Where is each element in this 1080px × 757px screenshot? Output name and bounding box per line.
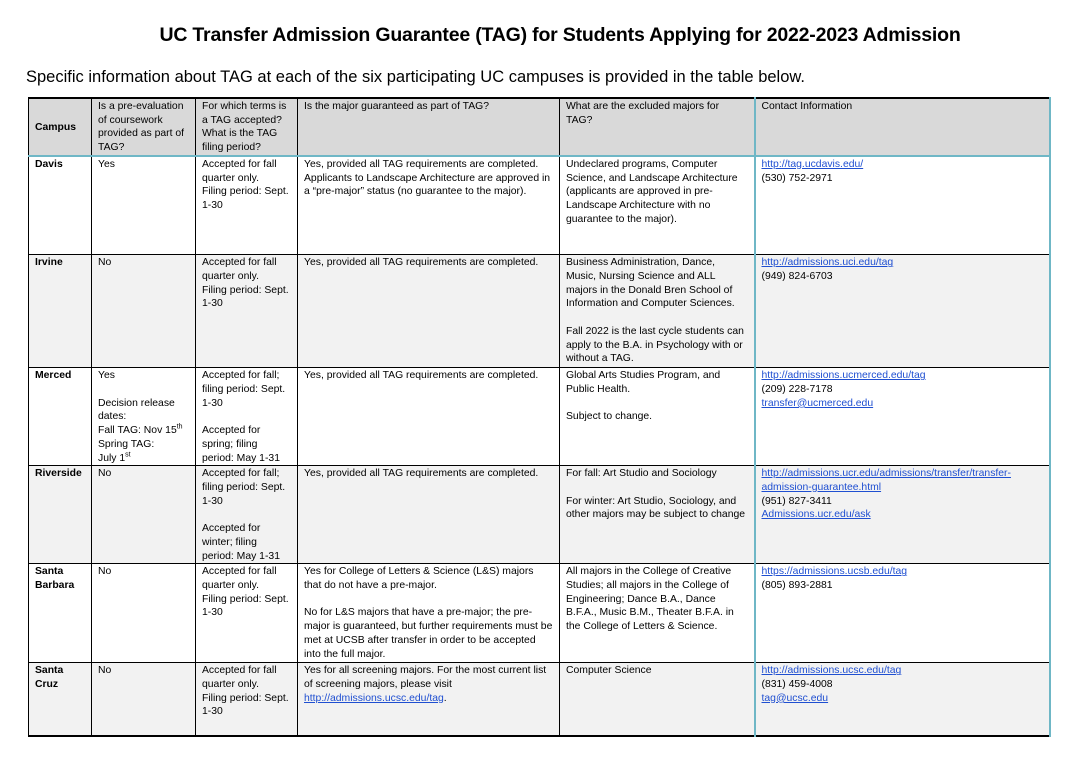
preeval-cell: No	[92, 466, 196, 564]
table-row-merced	[29, 368, 1050, 466]
contact-website-link[interactable]: https://admissions.ucsb.edu/tag	[761, 566, 908, 578]
preeval-cell: Yes Decision release dates: Fall TAG: Nov 15th Spring TAG: July 1st	[92, 368, 196, 466]
table-row-irvine	[29, 255, 1050, 368]
contact-website-link[interactable]: http://admissions.ucsc.edu/tag	[761, 665, 902, 677]
major-cell: Yes, provided all TAG requirements are completed.	[298, 466, 560, 564]
contact-cell	[755, 156, 1050, 255]
contact-email-link[interactable]: transfer@ucmerced.edu	[761, 397, 874, 409]
header-campus: Campus	[29, 98, 92, 156]
preeval-cell: No	[92, 663, 196, 736]
intro-text: Specific information about TAG at each of the six participating UC campuses is provided in the table below.	[26, 68, 805, 86]
contact-ask-link[interactable]: Admissions.ucr.edu/ask	[761, 509, 871, 521]
major-cell: Yes for all screening majors. For the most current list of screening majors, please visit http://admissions.ucsc.edu/tag.	[298, 663, 560, 736]
screening-majors-link[interactable]: http://admissions.ucsc.edu/tag	[304, 692, 444, 704]
contact-website-link[interactable]: http://tag.ucdavis.edu/	[761, 158, 864, 170]
excluded-cell: Business Administration, Dance, Music, Nursing Science and ALL majors in the Donald Bren School of Information and Computer Sciences. Fall 2022 is the last cycle students can apply to the B.A. in Psychology with or without a TAG.	[560, 255, 755, 368]
campus-cell: Santa Barbara	[29, 564, 92, 663]
campus-cell: Irvine	[29, 255, 92, 368]
contact-website-link[interactable]: http://admissions.ucr.edu/admissions/transfer/transfer-admission-guarantee.html	[761, 468, 1011, 494]
document-title: UC Transfer Admission Guarantee (TAG) for Students Applying for 2022-2023 Admission	[159, 24, 961, 46]
major-cell: Yes, provided all TAG requirements are completed.	[298, 368, 560, 466]
campus-cell: Merced	[29, 368, 92, 466]
terms-cell: Accepted for fall; filing period: Sept. 1-30 Accepted for spring; filing period: May 1-31	[196, 368, 298, 466]
header-major-guaranteed: Is the major guaranteed as part of TAG?	[298, 98, 560, 156]
excluded-cell: Computer Science	[560, 663, 755, 736]
campus-cell: Davis	[29, 156, 92, 255]
contact-phone: (209) 228-7178	[761, 384, 833, 396]
contact-email-link[interactable]: tag@ucsc.edu	[761, 692, 829, 704]
contact-phone: (949) 824-6703	[761, 271, 833, 283]
terms-cell: Accepted for fall quarter only. Filing period: Sept. 1-30	[196, 255, 298, 368]
excluded-cell: For fall: Art Studio and Sociology For winter: Art Studio, Sociology, and other majors may be subject to change	[560, 466, 755, 564]
preeval-cell: No	[92, 564, 196, 663]
contact-cell	[755, 255, 1050, 368]
excluded-cell: Global Arts Studies Program, and Public Health. Subject to change.	[560, 368, 755, 466]
contact-phone: (831) 459-4008	[761, 679, 833, 691]
excluded-cell: All majors in the College of Creative Studies; all majors in the College of Engineering; Dance B.A., Dance B.F.A., Music B.M., Theater B.F.A. in the College of Letters & Science.	[560, 564, 755, 663]
contact-cell	[755, 564, 1050, 663]
contact-phone: (951) 827-3411	[761, 495, 832, 507]
header-terms: For which terms is a TAG accepted? What is the TAG filing period?	[196, 98, 298, 156]
tag-campus-table	[28, 97, 1051, 737]
header-contact: Contact Information	[755, 98, 1050, 156]
terms-cell: Accepted for fall quarter only. Filing period: Sept. 1-30	[196, 564, 298, 663]
major-cell: Yes, provided all TAG requirements are completed. Applicants to Landscape Architecture are approved in a “pre-major” status (no guarantee to the major).	[298, 156, 560, 255]
major-cell: Yes, provided all TAG requirements are completed.	[298, 255, 560, 368]
header-excluded-majors: What are the excluded majors for TAG?	[560, 98, 755, 156]
terms-cell: Accepted for fall quarter only. Filing period: Sept. 1-30	[196, 663, 298, 736]
header-preevaluation: Is a pre-evaluation of coursework provided as part of TAG?	[92, 98, 196, 156]
preeval-cell: No	[92, 255, 196, 368]
contact-cell	[755, 368, 1050, 466]
campus-cell: Santa Cruz	[29, 663, 92, 736]
terms-cell: Accepted for fall; filing period: Sept. 1-30 Accepted for winter; filing period: May 1-31	[196, 466, 298, 564]
contact-cell	[755, 466, 1050, 564]
contact-website-link[interactable]: http://admissions.uci.edu/tag	[761, 257, 894, 269]
table-row-davis	[29, 156, 1050, 255]
preeval-cell: Yes	[92, 156, 196, 255]
excluded-cell: Undeclared programs, Computer Science, and Landscape Architecture (applicants are approved in pre-Landscape Architecture with no guarantee to the major).	[560, 156, 755, 255]
contact-cell	[755, 663, 1050, 736]
contact-website-link[interactable]: http://admissions.ucmerced.edu/tag	[761, 370, 926, 382]
campus-cell: Riverside	[29, 466, 92, 564]
terms-cell: Accepted for fall quarter only. Filing period: Sept. 1-30	[196, 156, 298, 255]
table-row-santa-barbara	[29, 564, 1050, 663]
table-row-santa-cruz	[29, 663, 1050, 736]
contact-phone: (530) 752-2971	[761, 172, 833, 184]
major-cell: Yes for College of Letters & Science (L&S) majors that do not have a pre-major. No for L&S majors that have a pre-major; the pre-major is guaranteed, but further requirements must be met at UCSB after transfer in order to be accepted into the full major.	[298, 564, 560, 663]
table-header-row	[29, 98, 1050, 156]
contact-phone: (805) 893-2881	[761, 580, 833, 592]
table-row-riverside	[29, 466, 1050, 564]
